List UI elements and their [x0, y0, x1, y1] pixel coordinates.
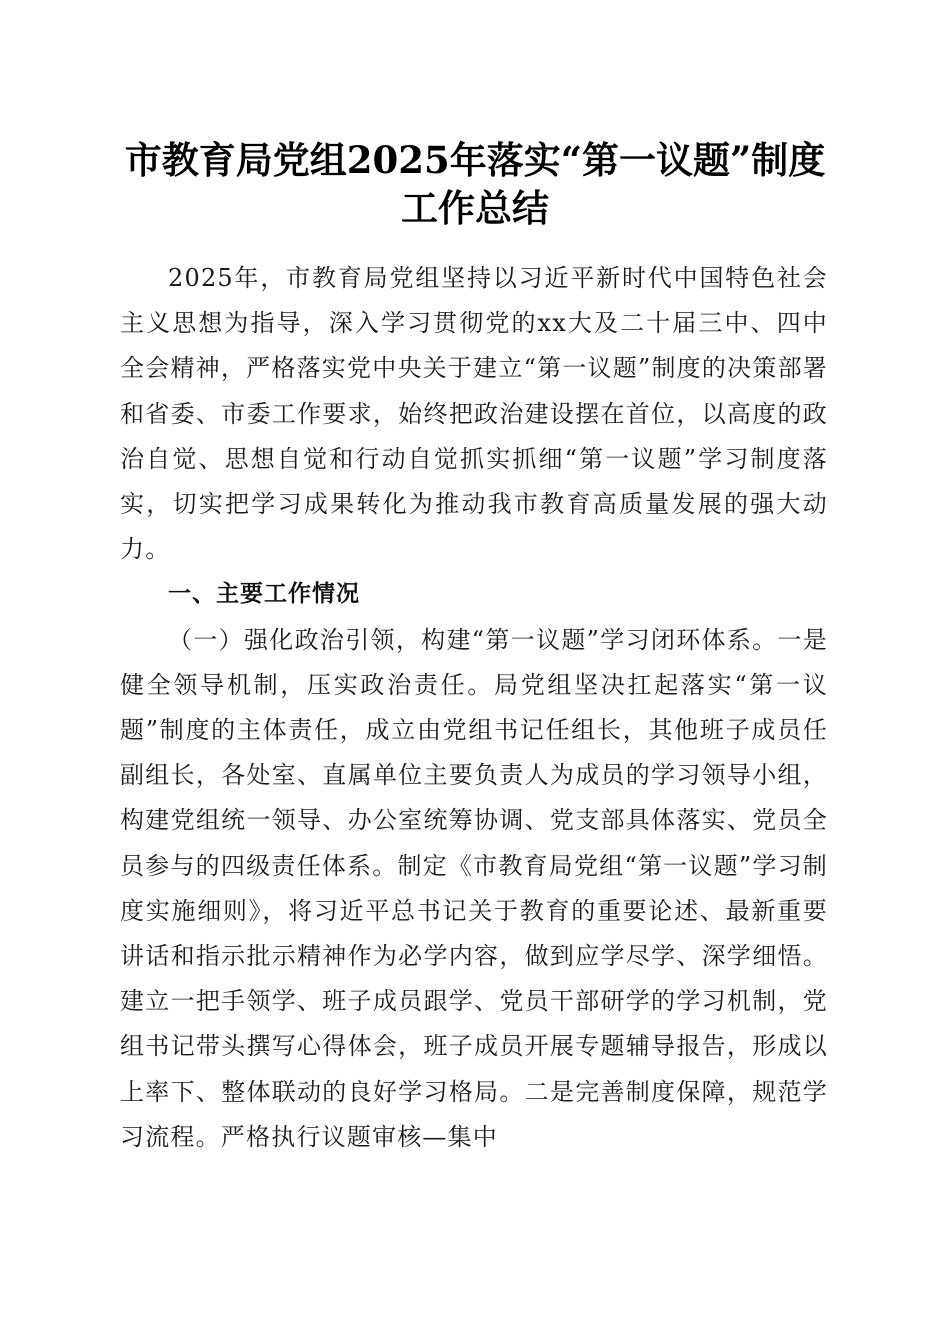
document-title-line-2: 工作总结 [401, 186, 549, 230]
intro-paragraph: 2025年，市教育局党组坚持以习近平新时代中国特色社会主义思想为指导，深入学习贯彻党的xx大及二十届三中、四中全会精神，严格落实党中央关于建立“第一议题”制度的决策部署和省委、市委工作要求，始终把政治建设摆在首位，以高度的政治自觉、思想自觉和行动自觉抓实抓细“第一议题”学习制度落实，切实把学习成果转化为推动我市教育高质量发展的强大动力。 [120, 264, 828, 564]
document-title-line-1: 市教育局党组2025年落实“第一议题”制度 [124, 138, 826, 182]
section-heading: 一、主要工作情况 [168, 581, 360, 608]
subsection-paragraph: （一）强化政治引领，构建“第一议题”学习闭环体系。一是健全领导机制，压实政治责任。局党组坚决扛起落实“第一议题”制度的主体责任，成立由党组书记任组长，其他班子成员任副组长，各处室、直属单位主要负责人为成员的学习领导小组，构建党组统一领导、办公室统筹协调、党支部具体落实、党员全员参与的四级责任体系。制定《市教育局党组“第一议题”学习制度实施细则》，将习近平总书记关于教育的重要论述、最新重要讲话和指示批示精神作为必学内容，做到应学尽学、深学细悟。建立一把手领学、班子成员跟学、党员干部研学的学习机制，党组书记带头撰写心得体会，班子成员开展专题辅导报告，形成以上率下、整体联动的良好学习格局。二是完善制度保障，规范学习流程。严格执行议题审核—集中 [120, 625, 828, 1151]
document-body [120, 256, 828, 1160]
